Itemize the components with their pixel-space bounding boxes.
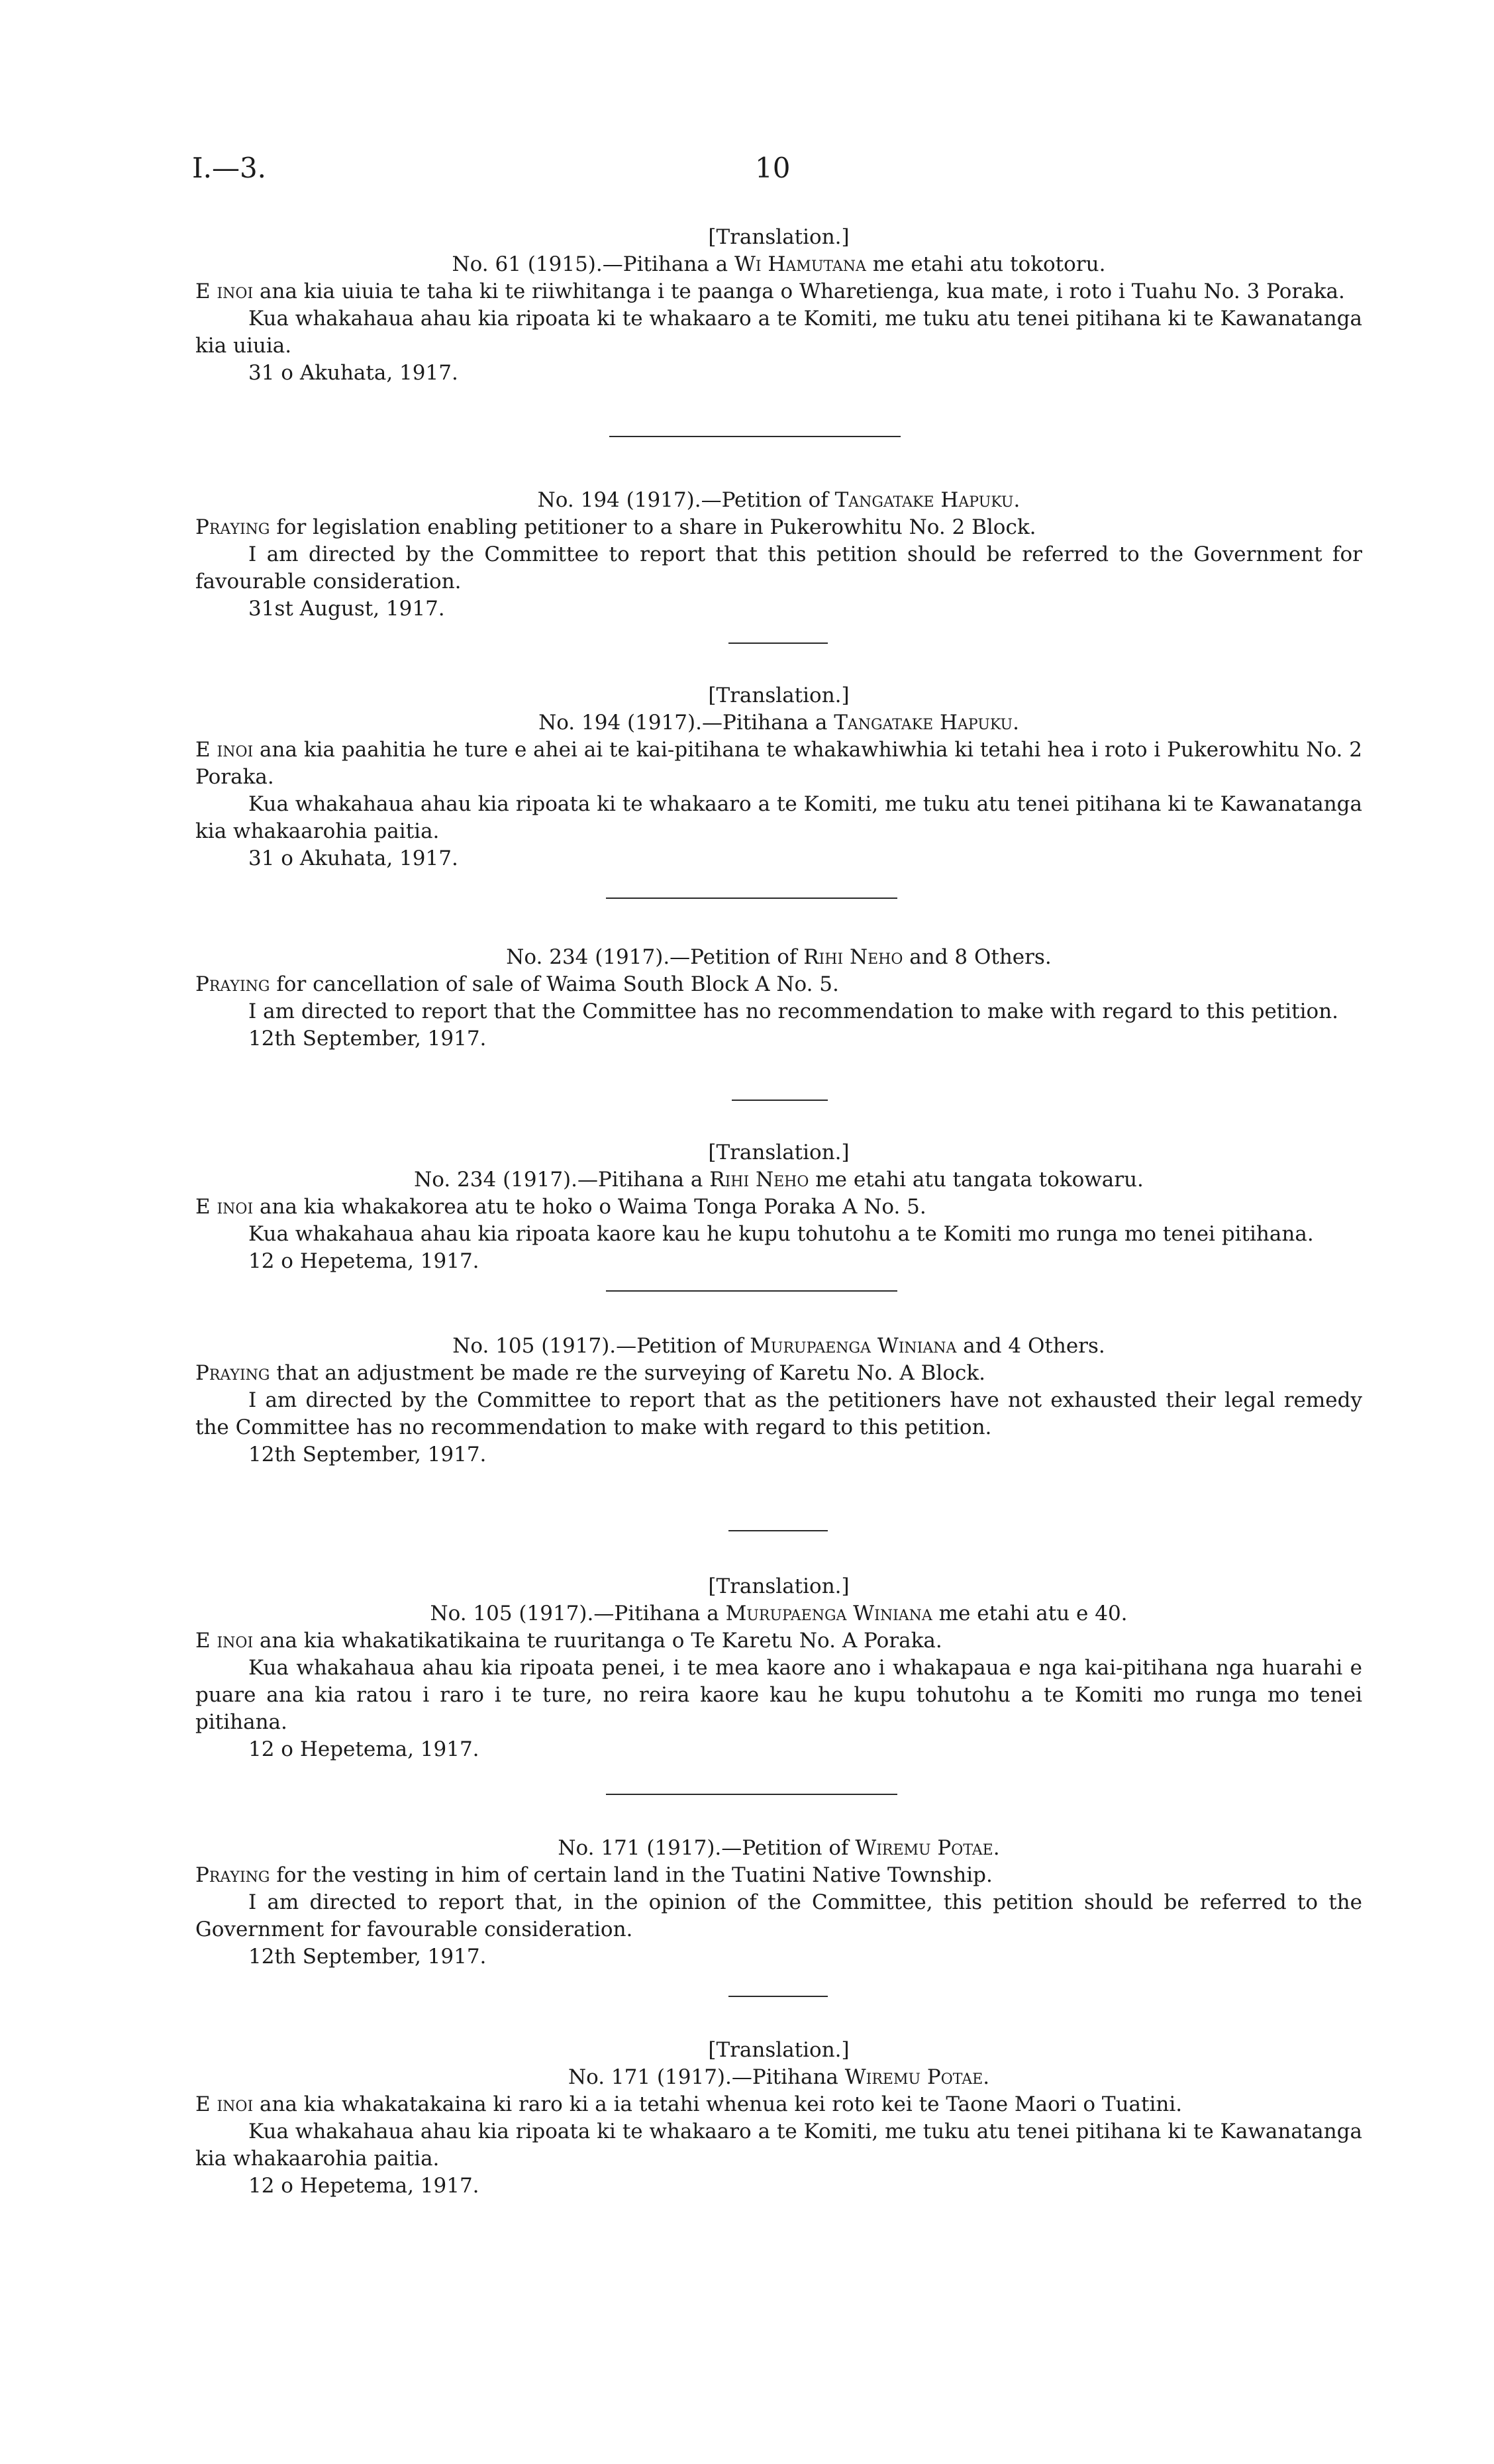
report-date: 12th September, 1917. — [248, 1027, 487, 1051]
section-divider — [732, 1100, 828, 1101]
petition-heading: No. 105 (1917).—Petition of Murupaenga Winiana and 4 Others. — [452, 1334, 1105, 1358]
section-divider — [728, 1996, 828, 1997]
petition-section-171 — [195, 1835, 1362, 1971]
section-divider — [609, 436, 901, 437]
petition-section-194-translation — [195, 682, 1362, 872]
page-number: 10 — [755, 152, 791, 184]
petition-heading: No. 234 (1917).—Pitihana a Rihi Neho me etahi atu tangata tokowaru. — [414, 1168, 1144, 1192]
petition-prayer: Praying for the vesting in him of certain land in the Tuatini Native Township. — [195, 1863, 993, 1887]
translation-label: [Translation.] — [708, 1574, 850, 1598]
committee-report: I am directed to report that, in the opinion of the Committee, this petition should be referred to the Government for favourable consideration. — [195, 1890, 1362, 1941]
committee-report: I am directed by the Committee to report that this petition should be referred to the Government for favourable consideration. — [195, 542, 1362, 593]
petition-prayer: Praying for legislation enabling petitioner to a share in Pukerowhitu No. 2 Block. — [195, 515, 1036, 539]
petition-section-105-translation — [195, 1573, 1362, 1763]
committee-report: Kua whakahaua ahau kia ripoata ki te whakaaro a te Komiti, me tuku atu tenei pitihana ki te Kawanatanga kia whakaarohia paitia. — [195, 792, 1362, 843]
petition-section-234-translation — [195, 1139, 1362, 1275]
petition-prayer: E inoi ana kia whakatikatikaina te ruuritanga o Te Karetu No. A Poraka. — [195, 1629, 942, 1653]
petition-heading: No. 105 (1917).—Pitihana a Murupaenga Winiana me etahi atu e 40. — [430, 1602, 1128, 1625]
petition-prayer: Praying for cancellation of sale of Waima South Block A No. 5. — [195, 972, 839, 996]
committee-report: Kua whakahaua ahau kia ripoata ki te whakaaro a te Komiti, me tuku atu tenei pitihana ki te Kawanatanga kia uiuia. — [195, 307, 1362, 358]
committee-report: Kua whakahaua ahau kia ripoata ki te whakaaro a te Komiti, me tuku atu tenei pitihana ki te Kawanatanga kia whakaarohia paitia. — [195, 2120, 1362, 2171]
translation-label: [Translation.] — [708, 2038, 850, 2062]
petition-section-61-translation — [195, 224, 1362, 387]
report-date: 31st August, 1917. — [248, 597, 445, 621]
section-divider — [728, 1530, 828, 1531]
report-date: 12 o Hepetema, 1917. — [248, 2174, 479, 2198]
translation-label: [Translation.] — [708, 684, 850, 707]
translation-label: [Translation.] — [708, 225, 850, 249]
report-date: 31 o Akuhata, 1917. — [248, 847, 458, 870]
petition-heading: No. 61 (1915).—Pitihana a Wi Hamutana me etahi atu tokotoru. — [452, 252, 1106, 276]
translation-label: [Translation.] — [708, 1141, 850, 1164]
committee-report: I am directed by the Committee to report that as the petitioners have not exhausted their legal remedy the Committee has no recommendation to make with regard to this petition. — [195, 1388, 1362, 1439]
petition-heading: No. 171 (1917).—Pitihana Wiremu Potae. — [568, 2065, 990, 2089]
committee-report: Kua whakahaua ahau kia ripoata penei, i te mea kaore ano i whakapaua e nga kai-pitihana nga huarahi e puare ana kia ratou i raro i te ture, no reira kaore kau he kupu tohutohu a te Komiti mo runga mo tenei pitihana. — [195, 1656, 1362, 1734]
petition-section-194 — [195, 487, 1362, 623]
document-id: I.—3. — [192, 152, 267, 184]
petition-heading: No. 234 (1917).—Petition of Rihi Neho and 8 Others. — [506, 945, 1052, 969]
petition-prayer: E inoi ana kia whakatakaina ki raro ki a ia tetahi whenua kei roto kei te Taone Maori o Tuatini. — [195, 2092, 1183, 2116]
petition-heading: No. 194 (1917).—Pitihana a Tangatake Hapuku. — [538, 711, 1019, 735]
section-divider — [606, 898, 897, 899]
petition-section-105 — [195, 1333, 1362, 1468]
petition-prayer: Praying that an adjustment be made re the surveying of Karetu No. A Block. — [195, 1361, 986, 1385]
petition-heading: No. 194 (1917).—Petition of Tangatake Hapuku. — [537, 488, 1021, 512]
report-date: 12 o Hepetema, 1917. — [248, 1249, 479, 1273]
petition-prayer: E inoi ana kia whakakorea atu te hoko o Waima Tonga Poraka A No. 5. — [195, 1195, 926, 1219]
section-divider — [606, 1290, 897, 1292]
committee-report: I am directed to report that the Committee has no recommendation to make with regard to this petition. — [248, 1000, 1339, 1023]
report-date: 12th September, 1917. — [248, 1945, 487, 1969]
petition-section-234 — [195, 944, 1362, 1052]
section-divider — [606, 1794, 897, 1795]
report-date: 12th September, 1917. — [248, 1443, 487, 1466]
report-date: 31 o Akuhata, 1917. — [248, 361, 458, 385]
section-divider — [728, 642, 828, 644]
committee-report: Kua whakahaua ahau kia ripoata kaore kau he kupu tohutohu a te Komiti mo runga mo tenei pitihana. — [248, 1222, 1314, 1246]
report-date: 12 o Hepetema, 1917. — [248, 1737, 479, 1761]
petition-section-171-translation — [195, 2037, 1362, 2200]
petition-prayer: E inoi ana kia paahitia he ture e ahei ai te kai-pitihana te whakawhiwhia ki tetahi hea i roto i Pukerowhitu No. 2 Poraka. — [195, 738, 1362, 789]
petition-heading: No. 171 (1917).—Petition of Wiremu Potae. — [558, 1836, 1000, 1860]
petition-prayer: E inoi ana kia uiuia te taha ki te riiwhitanga i te paanga o Wharetienga, kua mate, i roto i Tuahu No. 3 Poraka. — [195, 280, 1345, 303]
